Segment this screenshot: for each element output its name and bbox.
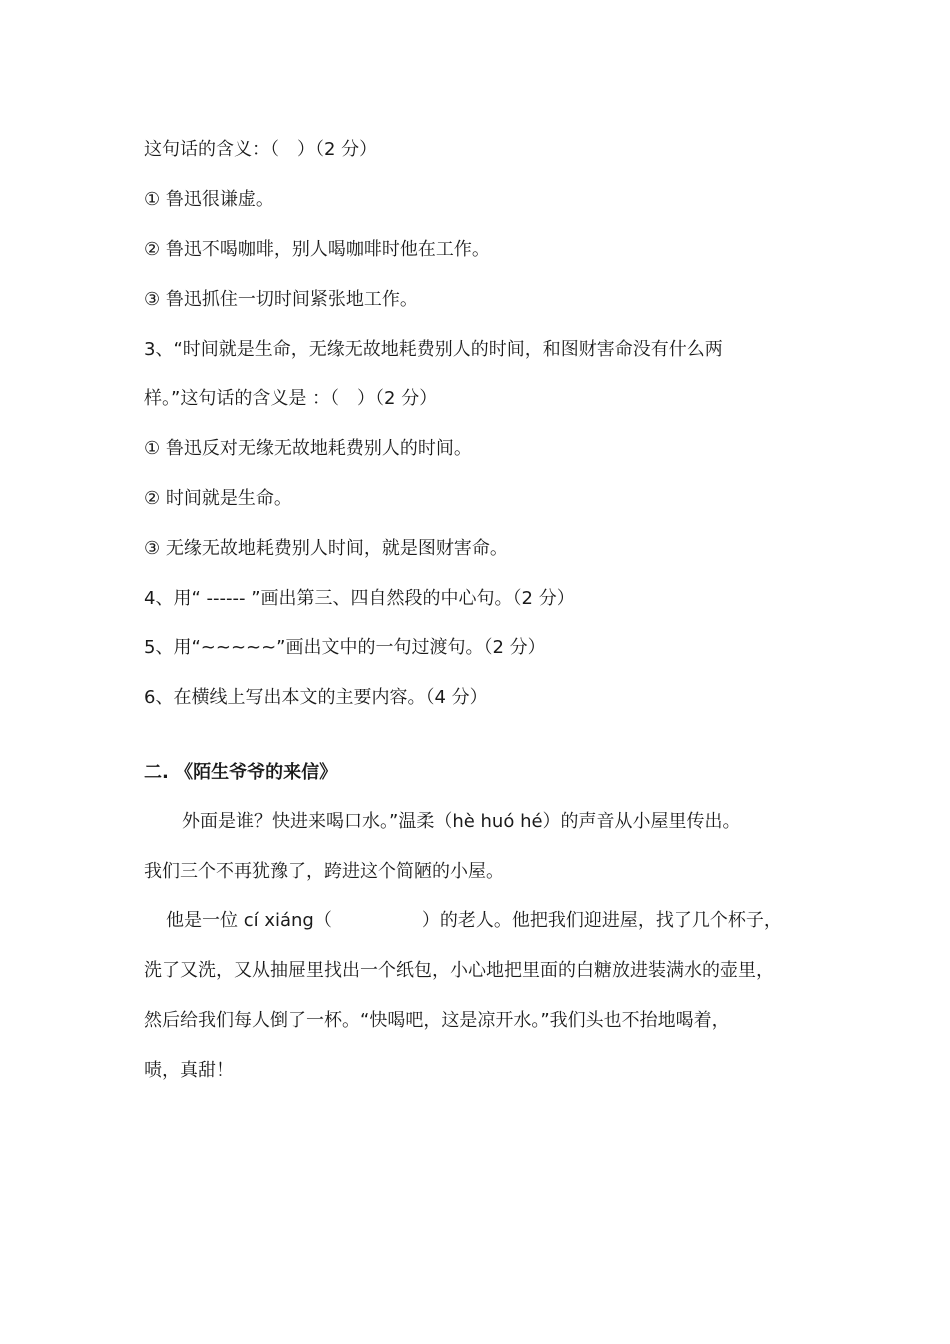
q3-line-1: 3、“时间就是生命，无缘无故地耗费别人的时间，和图财害命没有什么两 xyxy=(144,339,723,360)
q2-option-3: ③ 鲁迅抓住一切时间紧张地工作。 xyxy=(144,289,418,310)
paragraph-2-line-2: 洗了又洗，又从抽屉里找出一个纸包，小心地把里面的白糖放进装满水的壶里， xyxy=(144,960,774,981)
q4: 4、用“ ------ ”画出第三、四自然段的中心句。（2 分） xyxy=(144,588,575,609)
paragraph-1-line-2: 我们三个不再犹豫了，跨进这个简陋的小屋。 xyxy=(144,861,504,882)
q6: 6、在横线上写出本文的主要内容。（4 分） xyxy=(144,687,488,708)
paragraph-2-line-4: 啧，真甜！ xyxy=(144,1060,234,1081)
q3-option-2: ② 时间就是生命。 xyxy=(144,488,292,509)
paragraph-2-line-3: 然后给我们每人倒了一杯。“快喝吧，这是凉开水。”我们头也不抬地喝着， xyxy=(144,1010,730,1031)
paragraph-2-line-1: 他是一位 cí xiáng（ ）的老人。他把我们迎进屋，找了几个杯子， xyxy=(166,910,782,931)
q3-option-3: ③ 无缘无故地耗费别人时间，就是图财害命。 xyxy=(144,538,508,559)
q2-option-2: ② 鲁迅不喝咖啡，别人喝咖啡时他在工作。 xyxy=(144,239,490,260)
q5: 5、用“~~~~~”画出文中的一句过渡句。（2 分） xyxy=(144,637,546,658)
section-2-heading: 二. 《陌生爷爷的来信》 xyxy=(144,762,338,783)
q3-option-1: ① 鲁迅反对无缘无故地耗费别人的时间。 xyxy=(144,438,472,459)
q2-option-1: ① 鲁迅很谦虚。 xyxy=(144,189,274,210)
paragraph-1-line-1: 外面是谁？快进来喝口水。”温柔（hè huó hé）的声音从小屋里传出。 xyxy=(182,811,741,832)
q2-meaning: 这句话的含义：（ ）（2 分） xyxy=(144,139,378,160)
q3-line-2: 样。”这句话的含义是 ：（ ）（2 分） xyxy=(144,388,438,409)
